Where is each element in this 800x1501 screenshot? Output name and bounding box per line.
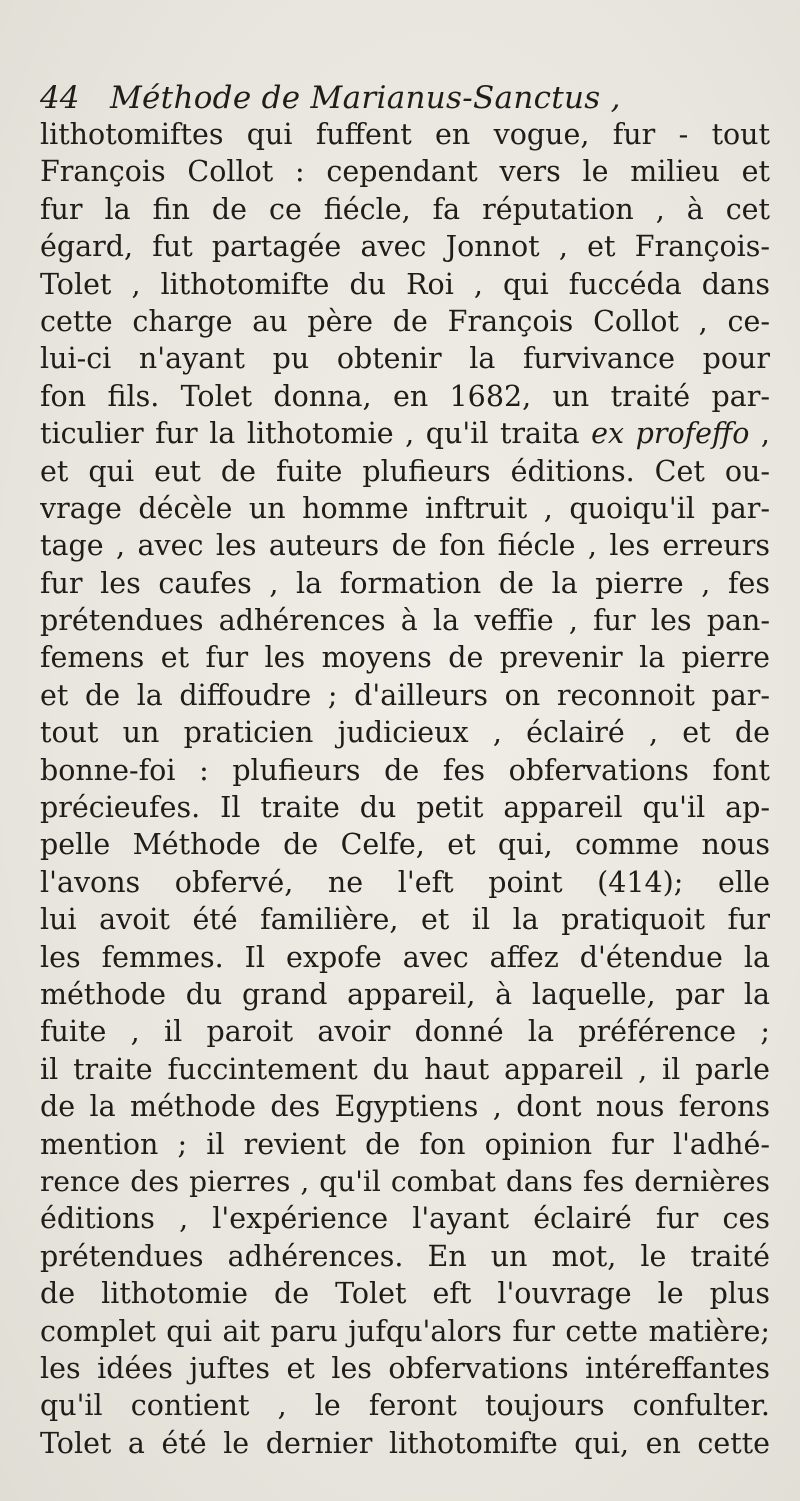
text-line: fuite , il paroit avoir donné la préférence ;: [40, 1015, 770, 1049]
text-line: et de la diffoudre ; d'ailleurs on reconnoit par-: [40, 678, 770, 712]
latin-phrase: ex profeffo: [591, 417, 750, 451]
text-line: pelle Méthode de Celfe, et qui, comme nous: [40, 828, 770, 862]
text-line: l'avons obfervé, ne l'eft point (414); elle: [40, 865, 770, 899]
text-line: fon fils. Tolet donna, en 1682, un traité par-: [40, 379, 770, 413]
text-line: Tolet , lithotomifte du Roi , qui fuccéda dans: [40, 267, 770, 301]
text-line: vrage décèle un homme inftruit , quoiqu'il par-: [40, 491, 770, 525]
text-line: fur la fin de ce fiécle, fa réputation , à cet: [40, 192, 770, 226]
text-line: lithotomiftes qui fuffent en vogue, fur - tout: [40, 118, 770, 151]
page-number: 44: [40, 80, 80, 116]
text-line: cette charge au père de François Collot , ce-: [40, 304, 770, 338]
text-line: tage , avec les auteurs de fon fiécle , les erreurs: [40, 529, 770, 563]
text-line: éditions , l'expérience l'ayant éclairé fur ces: [40, 1202, 770, 1236]
text-line: précieufes. Il traite du petit appareil qu'il ap-: [40, 791, 770, 825]
text-line: Tolet a été le dernier lithotomifte qui, en cette: [40, 1426, 770, 1460]
running-title: Méthode de Marianus-Sanctus ,: [110, 80, 621, 116]
text-line: il traite fuccintement du haut appareil , il parle: [40, 1052, 770, 1086]
text-line: les femmes. Il expofe avec affez d'étendue la: [40, 940, 770, 974]
text-line: qu'il contient , le feront toujours confulter.: [40, 1389, 770, 1423]
text-line: les idées juftes et les obfervations intéreffantes: [40, 1351, 770, 1385]
text-line: bonne-foi : plufieurs de fes obfervations font: [40, 753, 770, 787]
text-line: de lithotomie de Tolet eft l'ouvrage le plus: [40, 1277, 770, 1311]
text-line: mention ; il revient de fon opinion fur l'adhé-: [40, 1127, 770, 1161]
text-line: lui avoit été familière, et il la pratiquoit fur: [40, 903, 770, 937]
text-line: prétendues adhérences à la veffie , fur les pan-: [40, 604, 770, 638]
body-text: [40, 116, 770, 1462]
text-line: lui-ci n'ayant pu obtenir la furvivance pour: [40, 342, 770, 376]
text-line: égard, fut partagée avec Jonnot , et François-: [40, 230, 770, 264]
text-line: prétendues adhérences. En un mot, le traité: [40, 1239, 770, 1273]
text-line: et qui eut de fuite plufieurs éditions. Cet ou-: [40, 454, 770, 488]
text-line: rence des pierres , qu'il combat dans fes dernières: [40, 1164, 770, 1198]
text-line: fur les caufes , la formation de la pierre , fes: [40, 566, 770, 600]
text-line: complet qui ait paru jufqu'alors fur cette matière;: [40, 1314, 770, 1348]
text-line: ticulier fur la lithotomie , qu'il traita ex profeffo ,: [40, 417, 770, 451]
text-line: François Collot : cependant vers le milieu et: [40, 155, 770, 189]
page-header: [40, 78, 760, 118]
text-line: tout un praticien judicieux , éclairé , et de: [40, 716, 770, 750]
text-line: méthode du grand appareil, à laquelle, par la: [40, 977, 770, 1011]
text-line: femens et fur les moyens de prevenir la pierre: [40, 641, 770, 675]
text-line: de la méthode des Egyptiens , dont nous ferons: [40, 1090, 770, 1124]
